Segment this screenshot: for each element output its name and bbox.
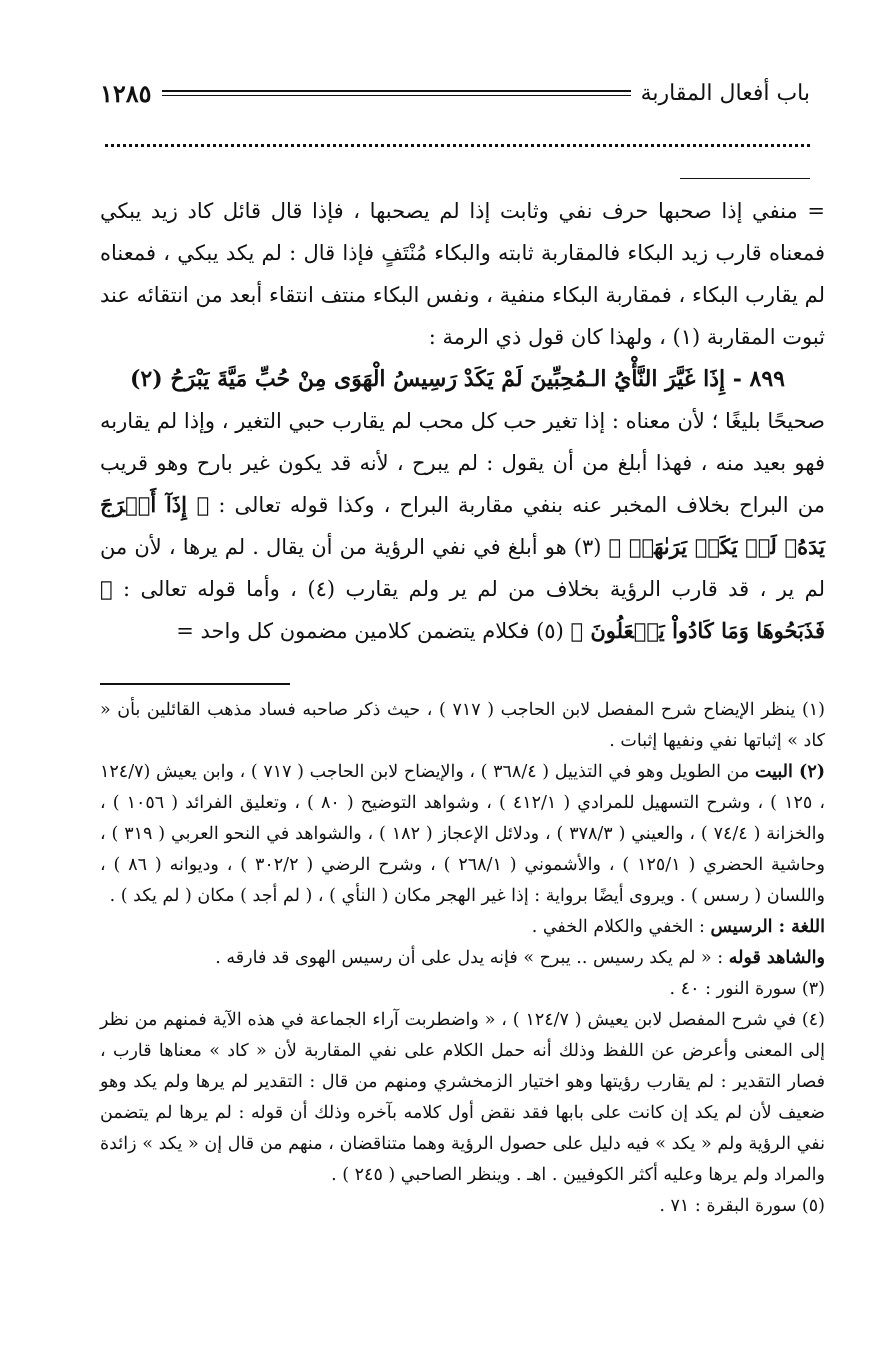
short-rule <box>680 178 810 179</box>
page-number: ١٢٨٥ <box>100 78 152 108</box>
main-text <box>100 190 825 652</box>
verse-second-hemistich: رَسِيسُ الْهَوَى مِنْ حُبِّ مَيَّةَ يَبْرَحُ (٢) <box>130 366 457 392</box>
footnote-label: (٢) البيت <box>754 762 825 782</box>
header-rule <box>162 90 631 96</box>
footnote-3: (٣) سورة النور : ٤٠ . <box>669 979 825 999</box>
footnote-2 <box>100 757 825 912</box>
quran-verse: ﴿ فَذَبَحُوهَا وَمَا كَادُواْ يَفۡعَلُونَ ﴾ <box>100 576 825 643</box>
footnote-text: من الطويل وهو في التذييل ( ٣٦٨/٤ ) ، والإيضاح لابن الحاجب ( ٧١٧ ) ، وابن يعيش (١٢٤/٧ ، ١٢٥ ) ، وشرح التسهيل للمرادي ( ٤١٢/١ ) ، وشواهد التوضيح ( ٨٠ ) ، وتعليق الفرائد ( ١٠٥٦ ) ، والخزانة ( ٧٤/٤ ) ، والعيني ( ٣٧٨/٣ ) ، ودلائل الإعجاز ( ١٨٢ ) ، والشواهد في النحو العربي ( ٣١٩ ) ، وحاشية الحضري ( ١٢٥/١ ) ، والأشموني ( ٢٦٨/١ ) ، وشرح الرضي ( ٣٠٢/٢ ) ، وديوانه ( ٨٦ ) ، واللسان ( رسس ) . ويروى أيضًا برواية : إذا غير الهجر مكان ( النأي ) ، ( لم أجد ) مكان ( لم يكد ) . <box>100 762 825 906</box>
footnote-4: (٤) في شرح المفصل لابن يعيش ( ١٢٤/٧ ) ، « واضطربت آراء الجماعة في هذه الآية فمنهم من نظر إلى المعنى وأعرض عن اللفظ وذلك أنه حمل الكلام على نفي المقاربة لأن « كاد » معناها قارب ، فصار التقدير : لم يقارب رؤيتها وهو اختيار الزمخشري ومنهم من قال : التقدير لم يرها ولم يكد وهو ضعيف لأن لم يكد إن كانت على بابها فقد نقض أول كلامه بآخره وذلك أن قوله : لم يرها لم يتضمن نفي الرؤية ولم « يكد » فيه دليل على حصول الرؤية وهما متناقضان ، منهم من قال إن « يكد » زائدة والمراد ولم يرها وعليه أكثر الكوفيين . اهـ . وينظر الصاحبي ( ٢٤٥ ) . <box>100 1010 825 1185</box>
chapter-title: باب أفعال المقاربة <box>640 80 810 106</box>
paragraph: = منفي إذا صحبها حرف نفي وثابت إذا لم يصحبها ، فإذا قال قائل كاد زيد يبكي فمعناه قارب زيد البكاء فالمقاربة ثابته والبكاء مُنْتَفٍ فإذا قال : لم يكد يبكي ، فمعناه لم يقارب البكاء ، فمقاربة البكاء منفية ، ونفس البكاء منتف انتقاء أبعد من انتقائه عند ثبوت المقاربة (١) ، ولهذا كان قول ذي الرمة : <box>100 199 825 349</box>
poetry-verse <box>100 358 825 400</box>
dotted-separator <box>105 144 810 147</box>
footnotes <box>100 695 825 1222</box>
verse-first-hemistich: ٨٩٩ - إِذَا غَيَّرَ النَّأْيُ الـمُحِبِّينَ لَمْ يَكَدْ <box>463 366 785 392</box>
footnote-1: (١) ينظر الإيضاح شرح المفصل لابن الحاجب ( ٧١٧ ) ، حيث ذكر صاحبه فساد مذهب القائلين بأن « كاد » إثباتها نفي ونفيها إثبات . <box>100 700 825 751</box>
footnote-shahid <box>100 943 825 974</box>
footnote-text: : الخفي والكلام الخفي . <box>531 917 705 937</box>
footnote-5: (٥) سورة البقرة : ٧١ . <box>659 1196 825 1216</box>
running-header <box>100 78 810 108</box>
footnote-label: اللغة : الرسيس <box>710 917 825 937</box>
footnote-lugha <box>100 912 825 943</box>
paragraph-text: صحيحًا بليغًا ؛ لأن معناه : إذا تغير حب كل محب لم يقارب حبي التغير ، وإذا لم يقاربه فهو بعيد منه ، فهذا أبلغ من أن يقول : لم يبرح ، لأنه قد يكون غير بارح وهو قريب من البراح بخلاف المخبر عنه بنفي مقاربة البراح ، وكذا قوله تعالى : <box>100 409 825 517</box>
footnote-text: : « لم يكد رسيس .. يبرح » فإنه يدل على أن رسيس الهوى قد فارقه . <box>215 948 724 968</box>
footnote-separator <box>100 683 290 685</box>
paragraph-text: (٣) هو أبلغ في نفي الرؤية من أن يقال . لم يرها ، لأن من لم ير ، قد قارب الرؤية بخلاف من لم ير ولم يقارب (٤) ، وأما قوله تعالى : <box>100 535 826 601</box>
footnote-label: والشاهد قوله <box>728 948 825 968</box>
paragraph <box>100 400 825 652</box>
quran-verse: ﴿ إِذَآ أَخۡرَجَ يَدَهُۥ لَمۡ يَكَدۡ يَرَىٰهَاۗ ﴾ <box>100 492 825 559</box>
paragraph-text: (٥) فكلام يتضمن كلامين مضمون كل واحد = <box>176 619 564 643</box>
